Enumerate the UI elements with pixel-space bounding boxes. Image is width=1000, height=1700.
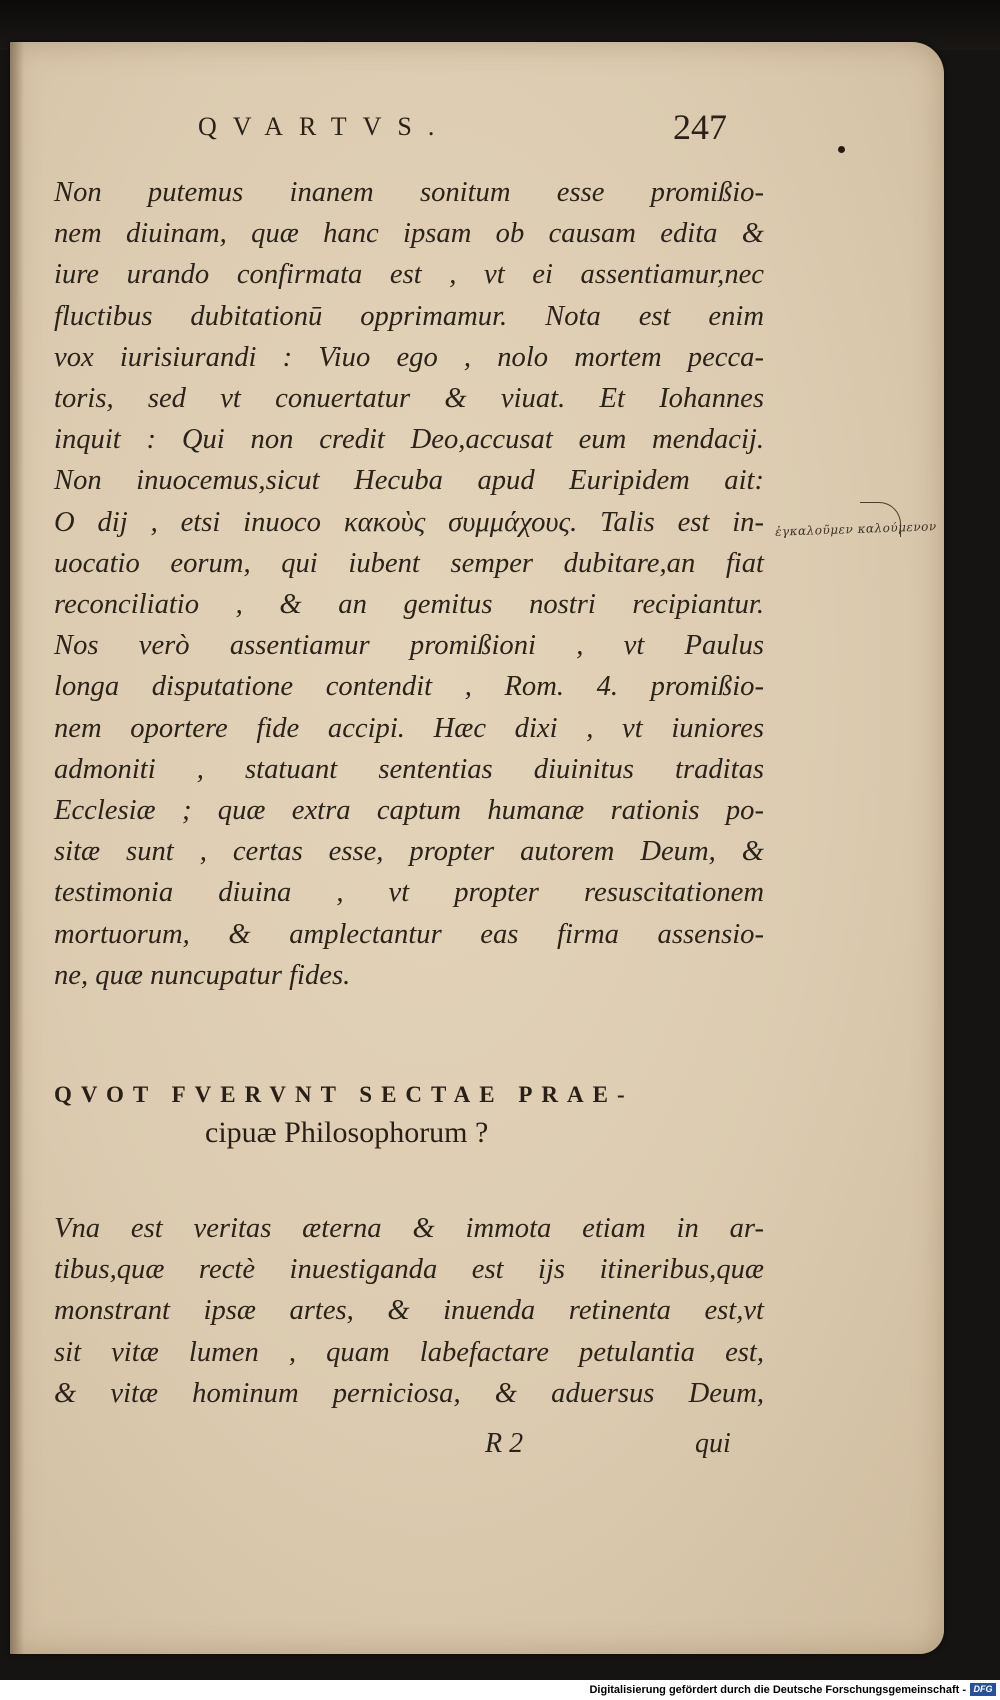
text-line: reconciliatio , & an gemitus nostri recipiantur.	[54, 589, 764, 621]
text-line: Non putemus inanem sonitum esse promißio-	[54, 177, 764, 208]
section-heading-line-1: QVOT FVERVNT SECTAE PRAE-	[54, 1082, 634, 1107]
page-header	[0, 107, 1000, 162]
text-line: sit vitæ lumen , quam labefactare petulantia est,	[54, 1336, 764, 1368]
dfg-logo: DFG	[970, 1683, 996, 1696]
text-line: nem oportere fide accipi. Hæc dixi , vt iuniores	[54, 712, 764, 744]
text-line: & vitæ hominum perniciosa, & aduersus Deum,	[54, 1377, 764, 1409]
text-line: nem diuinam, quæ hanc ipsam ob causam edita &	[54, 218, 764, 250]
text-line: tibus,quæ rectè inuestiganda est ijs itineribus,quæ	[54, 1254, 764, 1286]
text-line: sitæ sunt , certas esse, propter autorem Deum, &	[54, 836, 764, 868]
running-head: QVARTVS.	[198, 112, 451, 141]
text-line: toris, sed vt conuertatur & viuat. Et Iohannes	[54, 383, 764, 415]
text-line: Ecclesiæ ; quæ extra captum humanæ rationis po-	[54, 795, 764, 827]
text-line: Non inuocemus,sicut Hecuba apud Euripidem ait:	[54, 465, 764, 497]
signature-mark: R 2	[485, 1428, 524, 1459]
page-number: 247	[673, 107, 727, 147]
ink-spot	[838, 146, 845, 153]
text-line: mortuorum, & amplectantur eas firma assensio-	[54, 918, 764, 950]
section-heading	[54, 1082, 754, 1150]
digitization-footer	[0, 1680, 1000, 1700]
text-line: testimonia diuina , vt propter resuscitationem	[54, 877, 764, 909]
section-heading-line-2: cipuæ Philosophorum ?	[205, 1116, 489, 1149]
marginal-note: ἐγκαλοῦμεν καλούμενον	[774, 519, 937, 539]
text-line: monstrant ipsæ artes, & inuenda retinenta est,vt	[54, 1295, 764, 1327]
text-line: iure urando confirmata est , vt ei assentiamur,nec	[54, 259, 764, 291]
text-line: ne, quæ nuncupatur fides.	[54, 959, 351, 991]
catchword: qui	[695, 1428, 731, 1459]
text-line: longa disputatione contendit , Rom. 4. promißio-	[54, 671, 764, 703]
footer-credit: Digitalisierung gefördert durch die Deutsche Forschungsgemeinschaft -	[589, 1684, 966, 1696]
text-line: inquit : Qui non credit Deo,accusat eum mendacij.	[54, 424, 764, 456]
text-line: vox iurisiurandi : Viuo ego , nolo mortem pecca-	[54, 341, 764, 373]
paragraph-1	[54, 172, 764, 996]
text-line: Nos verò assentiamur promißioni , vt Paulus	[54, 630, 764, 662]
text-line: O dij , etsi inuoco κακοὺς συμμάχους. Talis est in-	[54, 506, 764, 538]
text-line: uocatio eorum, qui iubent semper dubitare,an fiat	[54, 547, 764, 579]
page-gutter-shadow	[10, 42, 24, 1654]
text-line: Vna est veritas æterna & immota etiam in ar-	[54, 1213, 764, 1244]
text-line: admoniti , statuant sententias diuinitus traditas	[54, 753, 764, 785]
paragraph-2	[54, 1208, 764, 1414]
text-line: fluctibus dubitationū opprimamur. Nota est enim	[54, 300, 764, 332]
